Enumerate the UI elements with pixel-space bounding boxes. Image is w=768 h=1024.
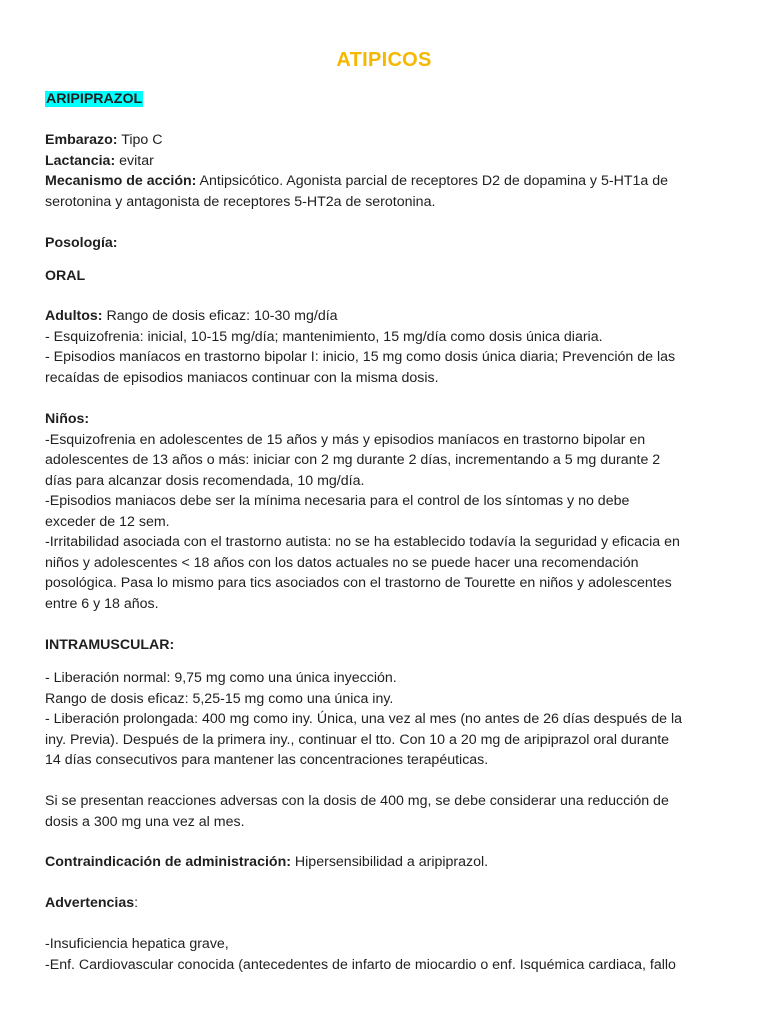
mecanismo-line-2: serotonina y antagonista de receptores 5-HT2a de serotonina. <box>45 193 436 210</box>
adultos-block <box>45 306 735 388</box>
intramuscular-text-line: - Liberación normal: 9,75 mg como una única inyección. <box>45 670 397 686</box>
contraindicacion-label: Contraindicación de administración: <box>45 854 291 870</box>
ninos-label: Niños: <box>45 411 90 427</box>
ninos-text-line: -Esquizofrenia en adolescentes de 15 años y más y episodios maníacos en trastorno bipolar en <box>45 431 646 448</box>
advertencia-item: -Insuficiencia hepatica grave, <box>45 936 229 952</box>
ninos-text-line: niños y adolescentes < 18 años con los datos actuales no se puede hacer una recomendación <box>45 554 639 571</box>
intramuscular-heading: INTRAMUSCULAR: <box>45 637 175 653</box>
ninos-text-line: -Episodios maniacos debe ser la mínima necesaria para el control de los síntomas y no debe <box>45 493 630 509</box>
intramuscular-text-line: 14 días consecutivos para mantener las concentraciones terapéuticas. <box>45 752 489 768</box>
advertencias-heading <box>45 893 735 914</box>
embarazo-value: Tipo C <box>117 132 163 148</box>
mecanismo-line <box>45 171 735 192</box>
adultos-text-line: - Esquizofrenia: inicial, 10-15 mg/día; mantenimiento, 15 mg/día como dosis única diaria. <box>45 328 603 345</box>
contraindicacion-value: Hipersensibilidad a aripiprazol. <box>290 854 489 870</box>
adultos-text-line: recaídas de episodios maniacos continuar con la misma dosis. <box>45 369 439 386</box>
dose-reduction-note <box>45 791 735 832</box>
ninos-text-line: posológica. Pasa lo mismo para tics asociados con el trastorno de Tourette en niños y adolescentes <box>45 575 672 591</box>
mecanismo-text: Antipsicótico. Agonista parcial de receptores D2 de dopamina y 5-HT1a de <box>196 173 668 189</box>
page-title: ATIPICOS <box>336 49 432 71</box>
advertencia-item: -Enf. Cardiovascular conocida (antecedentes de infarto de miocardio o enf. Isquémica cardiaca, fallo <box>45 956 676 973</box>
adultos-text-line: - Episodios maníacos en trastorno bipolar I: inicio, 15 mg como dosis única diaria; Prevención de las <box>45 349 676 365</box>
lactancia-label: Lactancia: <box>45 152 116 169</box>
contraindicacion-line <box>45 852 735 873</box>
ninos-block <box>45 409 735 614</box>
advertencias-colon: : <box>134 895 139 911</box>
ninos-text-line: -Irritabilidad asociada con el trastorno autista: no se ha establecido todavía la seguridad y eficacia en <box>45 534 680 550</box>
advertencias-list <box>45 934 735 975</box>
ninos-text-line: adolescentes de 13 años o más: iniciar con 2 mg durante 2 días, incrementando a 5 mg durante 2 <box>45 452 661 468</box>
intramuscular-text-line: Rango de dosis eficaz: 5,25-15 mg como una única iny. <box>45 690 394 707</box>
intramuscular-text-line: iny. Previa). Después de la primera iny., continuar el tto. Con 10 a 20 mg de aripiprazol oral durante <box>45 731 670 748</box>
ninos-text-line: exceder de 12 sem. <box>45 513 170 530</box>
adultos-label: Adultos: <box>45 308 103 324</box>
drug-heading <box>45 89 735 110</box>
mecanismo-label: Mecanismo de acción: <box>45 173 197 189</box>
note-text-line: dosis a 300 mg una vez al mes. <box>45 813 245 830</box>
advertencias-label: Advertencias <box>45 895 135 911</box>
oral-heading: ORAL <box>45 268 86 284</box>
adultos-line <box>45 306 735 327</box>
lactancia-line <box>45 151 735 172</box>
adultos-value: Rango de dosis eficaz: 10-30 mg/día <box>102 308 338 324</box>
intramuscular-text-line: - Liberación prolongada: 400 mg como iny. Única, una vez al mes (no antes de 26 días después de la <box>45 711 682 727</box>
drug-info-block <box>45 130 735 212</box>
embarazo-label: Embarazo: <box>45 132 118 148</box>
intramuscular-block <box>45 668 735 771</box>
ninos-text-line: días para alcanzar dosis recomendada, 10 mg/día. <box>45 472 365 489</box>
ninos-text-line: entre 6 y 18 años. <box>45 595 159 612</box>
drug-name-highlight: ARIPIPRAZOL <box>46 91 143 107</box>
note-text-line: Si se presentan reacciones adversas con la dosis de 400 mg, se debe considerar una reducción de <box>45 793 669 809</box>
embarazo-line <box>45 130 735 151</box>
posologia-heading: Posología: <box>45 235 118 251</box>
lactancia-value: evitar <box>115 152 154 169</box>
